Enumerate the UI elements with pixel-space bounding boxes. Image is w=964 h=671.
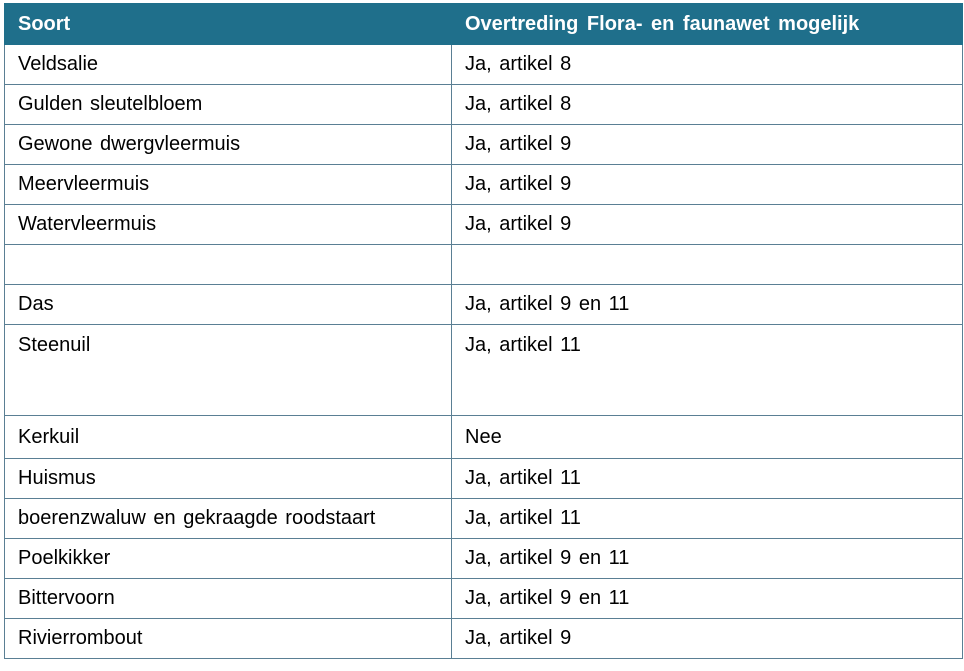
cell-overtreding: Ja, artikel 11 [452,499,963,539]
cell-overtreding: Ja, artikel 8 [452,85,963,125]
cell-soort [5,245,452,285]
header-overtreding: Overtreding Flora- en faunawet mogelijk [452,4,963,45]
cell-soort: Watervleermuis [5,205,452,245]
cell-soort: Huismus [5,459,452,499]
table-row-empty [5,245,963,285]
cell-soort: Veldsalie [5,45,452,85]
cell-overtreding: Ja, artikel 9 [452,619,963,659]
table-row [5,539,963,579]
cell-overtreding: Ja, artikel 11 [452,459,963,499]
table-row [5,45,963,85]
cell-soort: Meervleermuis [5,165,452,205]
cell-overtreding: Ja, artikel 9 en 11 [452,285,963,325]
cell-soort: boerenzwaluw en gekraagde roodstaart [5,499,452,539]
table-row [5,619,963,659]
table-row [5,285,963,325]
table-row [5,459,963,499]
table-row [5,325,963,416]
cell-soort: Kerkuil [5,416,452,459]
cell-soort: Steenuil [5,325,452,416]
table-row [5,416,963,459]
table-row [5,165,963,205]
cell-overtreding: Ja, artikel 9 en 11 [452,579,963,619]
cell-overtreding: Ja, artikel 9 [452,165,963,205]
table-row [5,125,963,165]
table-row [5,205,963,245]
cell-soort: Rivierrombout [5,619,452,659]
cell-soort: Bittervoorn [5,579,452,619]
cell-soort: Poelkikker [5,539,452,579]
cell-overtreding: Ja, artikel 9 [452,205,963,245]
cell-overtreding: Nee [452,416,963,459]
table-row [5,85,963,125]
species-table [4,3,963,659]
table-header-row [5,4,963,45]
cell-soort: Gewone dwergvleermuis [5,125,452,165]
cell-overtreding: Ja, artikel 11 [452,325,963,416]
cell-soort: Das [5,285,452,325]
header-soort: Soort [5,4,452,45]
cell-overtreding: Ja, artikel 9 [452,125,963,165]
table-row [5,579,963,619]
cell-overtreding: Ja, artikel 9 en 11 [452,539,963,579]
species-table-container [4,3,962,659]
cell-soort: Gulden sleutelbloem [5,85,452,125]
cell-overtreding: Ja, artikel 8 [452,45,963,85]
cell-overtreding [452,245,963,285]
table-row [5,499,963,539]
